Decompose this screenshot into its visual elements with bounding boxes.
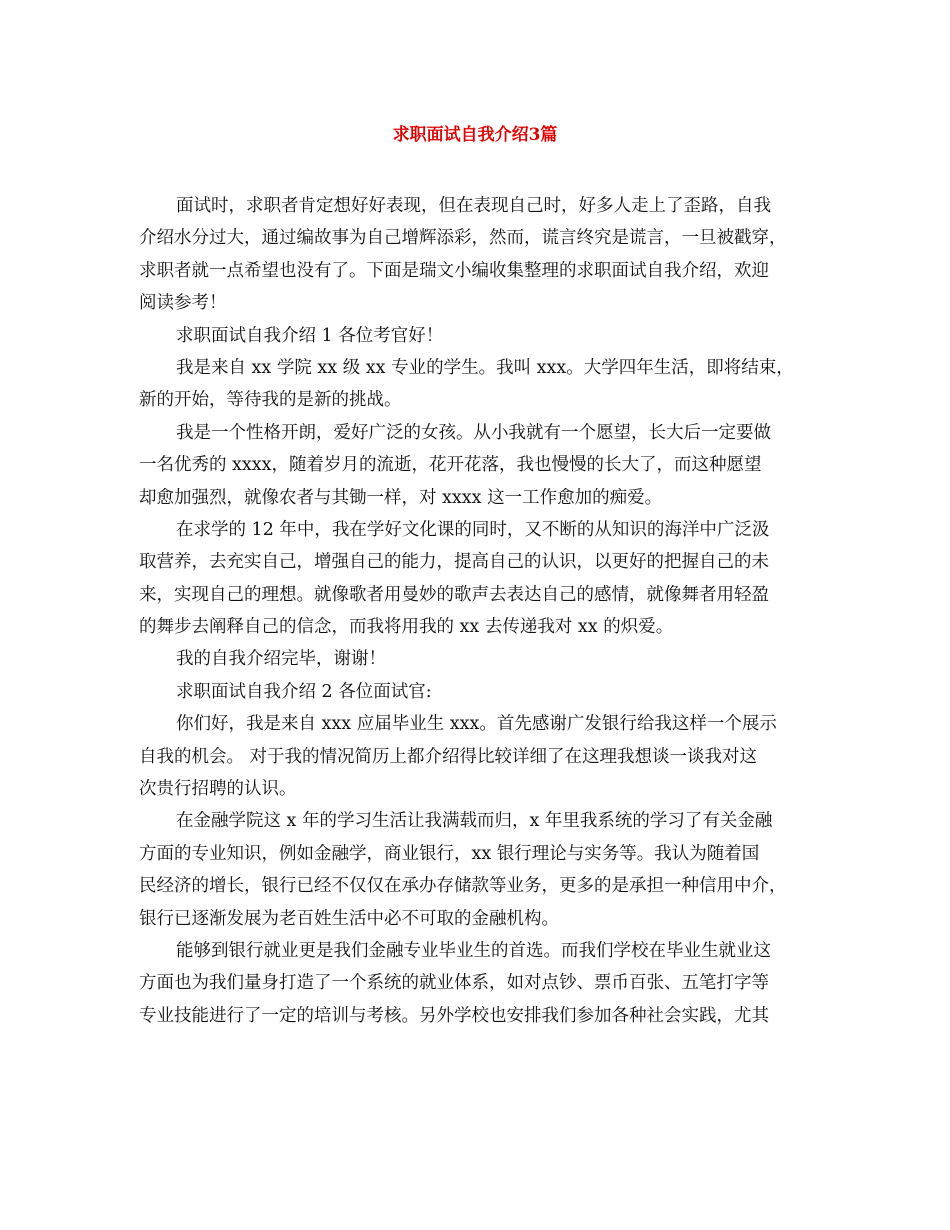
text-line: 求职者就一点希望也没有了。下面是瑞文小编收集整理的求职面试自我介绍，欢迎 — [139, 260, 769, 281]
text-line: 取营养，去充实自己，增强自己的能力，提高自己的认识，以更好的把握自己的未 — [139, 552, 769, 573]
text-line: 却愈加强烈，就像农者与其锄一样，对 xxxx 这一工作愈加的痴爱。 — [139, 487, 663, 508]
text-line: 民经济的增长，银行已经不仅仅在承办存储款等业务，更多的是承担一种信用中介， — [139, 876, 787, 897]
section-heading: 求职面试自我介绍 2 各位面试官: — [176, 681, 432, 702]
text-line: 阅读参考！ — [139, 293, 227, 314]
text-line: 在金融学院这 x 年的学习生活让我满载而归，x 年里我系统的学习了有关金融 — [176, 811, 773, 832]
text-line: 你们好，我是来自 xxx 应届毕业生 xxx。首先感谢广发银行给我这样一个展示 — [176, 714, 777, 735]
text-line: 在求学的 12 年中，我在学好文化课的同时，又不断的从知识的海洋中广泛汲 — [176, 519, 770, 540]
text-line: 介绍水分过大，通过编故事为自己增辉添彩，然而，谎言终究是谎言，一旦被戳穿， — [139, 228, 787, 249]
text-line: 新的开始，等待我的是新的挑战。 — [139, 390, 402, 411]
text-line: 能够到银行就业更是我们金融专业毕业生的首选。而我们学校在毕业生就业这 — [176, 940, 771, 961]
text-line: 来，实现自己的理想。就像歌者用曼妙的歌声去表达自己的感情，就像舞者用轻盈 — [139, 584, 769, 605]
text-line: 银行已逐渐发展为老百姓生活中必不可取的金融机构。 — [139, 908, 559, 929]
text-line: 我是来自 xx 学院 xx 级 xx 专业的学生。我叫 xxx。大学四年生活，即将结束， — [176, 357, 794, 378]
text-line: 方面也为我们量身打造了一个系统的就业体系，如对点钞、票币百张、五笔打字等 — [139, 973, 769, 994]
text-line: 的舞步去阐释自己的信念，而我将用我的 xx 去传递我对 xx 的炽爱。 — [139, 617, 674, 638]
text-line: 一名优秀的 xxxx，随着岁月的流逝，花开花落，我也慢慢的长大了，而这种愿望 — [139, 455, 762, 476]
text-line: 专业技能进行了一定的培训与考核。另外学校也安排我们参加各种社会实践，尤其 — [139, 1005, 769, 1026]
text-line: 方面的专业知识，例如金融学，商业银行，xx 银行理论与实务等。我认为随着国 — [139, 843, 760, 864]
text-line: 自我的机会。 对于我的情况简历上都介绍得比较详细了在这理我想谈一谈我对这 — [139, 746, 758, 767]
text-line: 我的自我介绍完毕，谢谢！ — [176, 649, 386, 670]
section-heading: 求职面试自我介绍 1 各位考官好！ — [176, 325, 444, 346]
text-line: 面试时，求职者肯定想好好表现，但在表现自己时，好多人走上了歪路，自我 — [176, 196, 771, 216]
document-title: 求职面试自我介绍3篇 — [392, 125, 558, 145]
text-line: 我是一个性格开朗，爱好广泛的女孩。从小我就有一个愿望，长大后一定要做 — [176, 422, 771, 443]
text-line: 次贵行招聘的认识。 — [139, 779, 297, 800]
document-body — [139, 190, 819, 1032]
